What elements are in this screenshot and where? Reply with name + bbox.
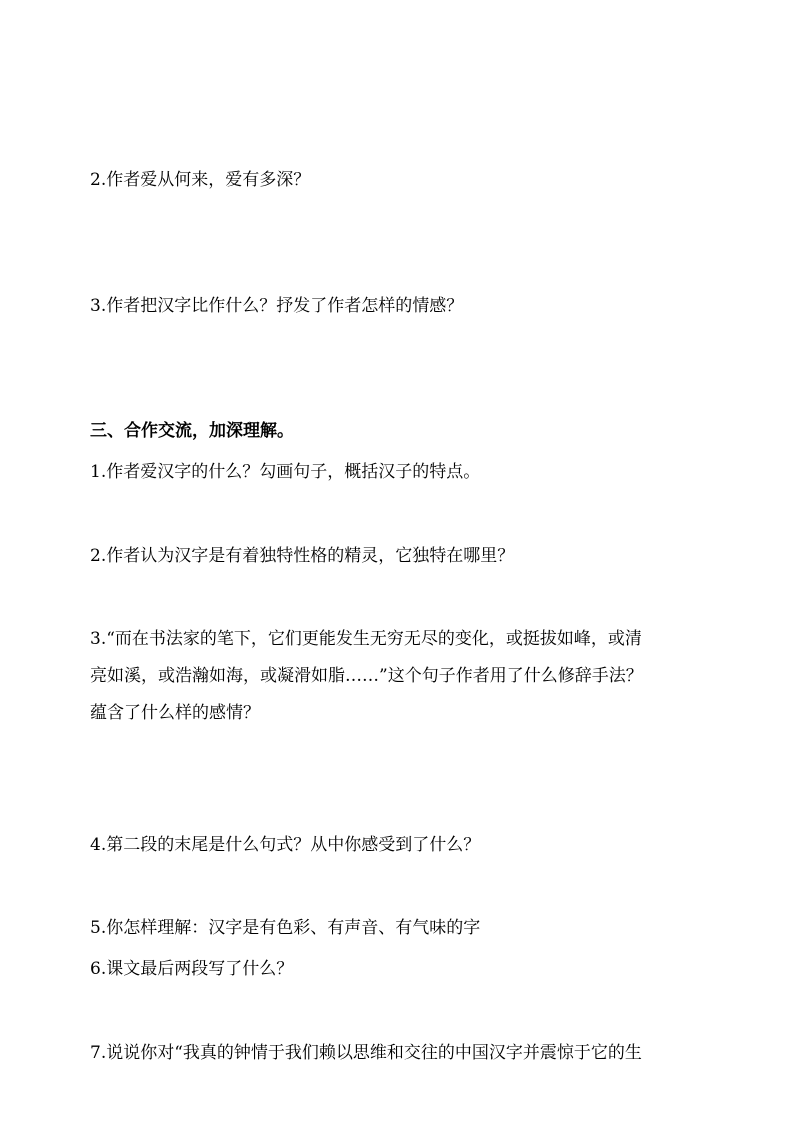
section-3-question-4: 4.第二段的末尾是什么句式？从中你感受到了什么？ — [90, 835, 481, 855]
section-3-question-2: 2.作者认为汉字是有着独特性格的精灵，它独特在哪里？ — [90, 546, 515, 566]
question-3-line-2: 亮如溪，或浩瀚如海，或凝滑如脂……”这个句子作者用了什么修辞手法？ — [90, 666, 643, 686]
section-3-heading: 三、合作交流，加深理解。 — [90, 421, 294, 441]
section-3-question-7: 7.说说你对“我真的钟情于我们赖以思维和交往的中国汉字并震惊于它的生 — [90, 1043, 642, 1063]
question-2-part2: 2.作者爱从何来，爱有多深？ — [90, 170, 311, 190]
question-3-line-3: 蕴含了什么样的感情？ — [90, 703, 260, 723]
question-3-part2: 3.作者把汉字比作什么？抒发了作者怎样的情感？ — [90, 296, 464, 316]
question-3-line-1: 3.“而在书法家的笔下，它们更能发生无穷无尽的变化，或挺拔如峰，或清 — [90, 629, 642, 649]
section-3-question-6: 6.课文最后两段写了什么？ — [90, 959, 294, 979]
section-3-question-1: 1.作者爱汉字的什么？勾画句子，概括汉子的特点。 — [90, 462, 481, 482]
section-3-question-5: 5.你怎样理解：汉字是有色彩、有声音、有气味的字 — [90, 918, 481, 938]
section-3-question-3 — [90, 628, 720, 739]
